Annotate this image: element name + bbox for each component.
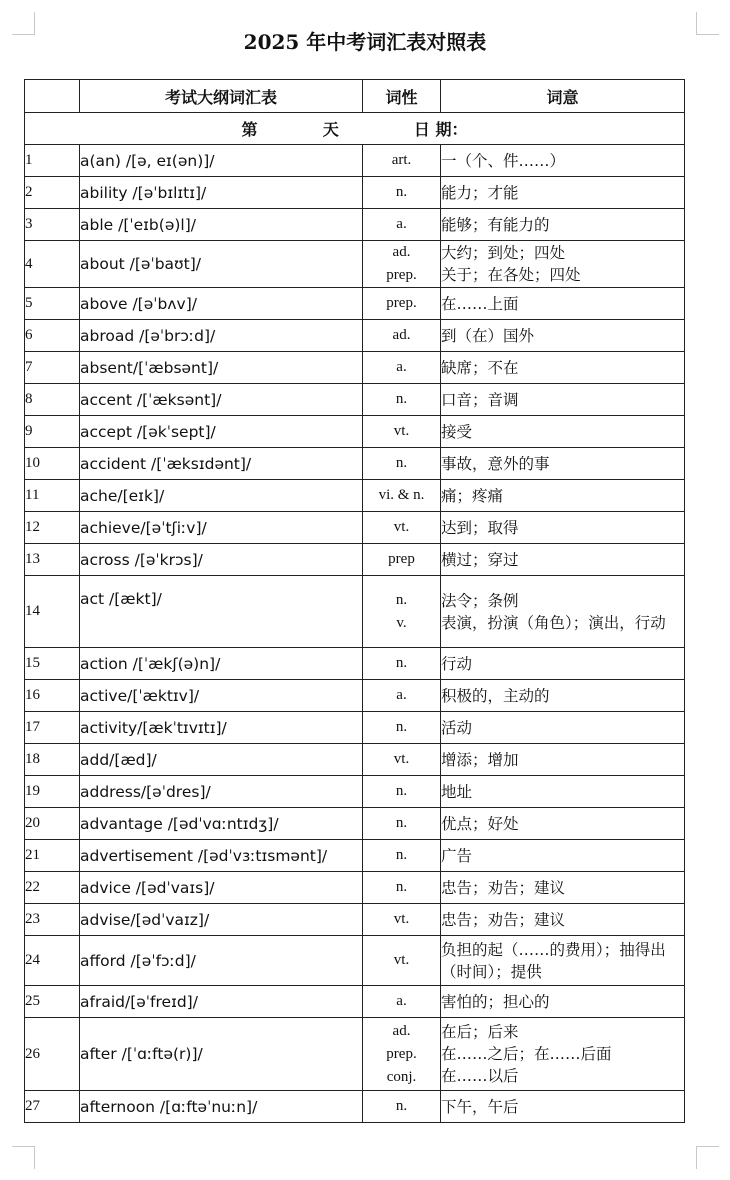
row-meaning bbox=[441, 872, 685, 904]
row-part-of-speech bbox=[363, 544, 441, 576]
meaning-line: 缺席；不在 bbox=[441, 358, 519, 377]
meaning-line: 害怕的；担心的 bbox=[441, 992, 550, 1011]
row-word: activity/[ækˈtɪvɪtɪ]/ bbox=[80, 712, 363, 744]
row-part-of-speech bbox=[363, 904, 441, 936]
row-meaning bbox=[441, 145, 685, 177]
meaning-line: 关于；在各处；四处 bbox=[441, 266, 581, 284]
row-part-of-speech bbox=[363, 209, 441, 241]
row-number: 14 bbox=[25, 576, 80, 648]
row-number: 22 bbox=[25, 872, 80, 904]
table-row bbox=[25, 712, 685, 744]
meaning-line: 负担的起（……的费用）；抽得出（时间）；提供 bbox=[441, 940, 666, 981]
pos-line: vt. bbox=[393, 911, 410, 927]
row-word: accent /[ˈæksənt]/ bbox=[80, 384, 363, 416]
table-row bbox=[25, 209, 685, 241]
row-number: 21 bbox=[25, 840, 80, 872]
table-header-row bbox=[25, 80, 685, 113]
pos-line: n. bbox=[395, 879, 408, 895]
pos-line: n. bbox=[395, 815, 408, 831]
row-number: 18 bbox=[25, 744, 80, 776]
pos-line: vt. bbox=[393, 519, 410, 535]
table-row bbox=[25, 904, 685, 936]
row-part-of-speech bbox=[363, 986, 441, 1018]
meaning-line: 活动 bbox=[441, 718, 473, 737]
meaning-line: 在……以后 bbox=[441, 1067, 519, 1085]
row-number: 9 bbox=[25, 416, 80, 448]
row-number: 5 bbox=[25, 288, 80, 320]
pos-line: n. bbox=[395, 783, 408, 799]
row-number: 15 bbox=[25, 648, 80, 680]
pos-line: n. bbox=[395, 591, 408, 608]
row-part-of-speech bbox=[363, 480, 441, 512]
row-word: add/[æd]/ bbox=[80, 744, 363, 776]
row-word: address/[əˈdres]/ bbox=[80, 776, 363, 808]
row-word: ache/[eɪk]/ bbox=[80, 480, 363, 512]
row-number: 13 bbox=[25, 544, 80, 576]
header-part-of-speech: 词性 bbox=[363, 80, 441, 113]
pos-line: a. bbox=[396, 993, 407, 1009]
row-meaning bbox=[441, 384, 685, 416]
pos-line: n. bbox=[395, 455, 408, 471]
row-number: 10 bbox=[25, 448, 80, 480]
pos-line: ad. bbox=[392, 327, 411, 343]
meaning-line: 地址 bbox=[441, 782, 473, 801]
row-part-of-speech bbox=[363, 840, 441, 872]
meaning-line: 能够；有能力的 bbox=[441, 215, 550, 234]
row-part-of-speech bbox=[363, 145, 441, 177]
row-number: 23 bbox=[25, 904, 80, 936]
row-part-of-speech bbox=[363, 241, 441, 288]
date-label: 日 期： bbox=[413, 120, 468, 139]
row-meaning bbox=[441, 177, 685, 209]
meaning-line: 到（在）国外 bbox=[441, 326, 535, 345]
row-word: absent/[ˈæbsənt]/ bbox=[80, 352, 363, 384]
row-word: advise/[ədˈvaɪz]/ bbox=[80, 904, 363, 936]
row-word: ability /[əˈbɪlɪtɪ]/ bbox=[80, 177, 363, 209]
table-row bbox=[25, 512, 685, 544]
row-meaning bbox=[441, 320, 685, 352]
row-part-of-speech bbox=[363, 1091, 441, 1123]
day-label-di: 第 bbox=[241, 120, 258, 139]
row-word: abroad /[əˈbrɔːd]/ bbox=[80, 320, 363, 352]
meaning-line: 积极的，主动的 bbox=[441, 686, 550, 705]
meaning-line: 在……之后；在……后面 bbox=[441, 1045, 612, 1063]
row-part-of-speech bbox=[363, 177, 441, 209]
row-word: advantage /[ədˈvɑːntɪdʒ]/ bbox=[80, 808, 363, 840]
meaning-line: 优点；好处 bbox=[441, 814, 519, 833]
pos-line: conj. bbox=[386, 1068, 417, 1085]
meaning-line: 忠告；劝告；建议 bbox=[441, 878, 566, 897]
row-word: action /[ˈækʃ(ə)n]/ bbox=[80, 648, 363, 680]
pos-line: prep bbox=[388, 551, 415, 567]
row-meaning bbox=[441, 1018, 685, 1091]
day-label-tian: 天 bbox=[322, 120, 339, 139]
row-word: afternoon /[ɑːftəˈnuːn]/ bbox=[80, 1091, 363, 1123]
pos-line: ad. bbox=[392, 1022, 411, 1039]
row-number: 7 bbox=[25, 352, 80, 384]
table-row bbox=[25, 680, 685, 712]
row-word: a(an) /[ə, eɪ(ən)]/ bbox=[80, 145, 363, 177]
meaning-line: 行动 bbox=[441, 654, 473, 673]
table-row bbox=[25, 448, 685, 480]
pos-line: art. bbox=[391, 152, 412, 168]
row-word: active/[ˈæktɪv]/ bbox=[80, 680, 363, 712]
pos-line: vi. & n. bbox=[378, 487, 425, 503]
row-meaning bbox=[441, 986, 685, 1018]
row-part-of-speech bbox=[363, 648, 441, 680]
table-row bbox=[25, 872, 685, 904]
row-number: 17 bbox=[25, 712, 80, 744]
meaning-line: 忠告；劝告；建议 bbox=[441, 910, 566, 929]
row-meaning bbox=[441, 904, 685, 936]
row-number: 25 bbox=[25, 986, 80, 1018]
table-row bbox=[25, 776, 685, 808]
header-meaning: 词意 bbox=[441, 80, 685, 113]
meaning-line: 表演，扮演（角色）；演出，行动 bbox=[441, 613, 666, 632]
row-word: afraid/[əˈfreɪd]/ bbox=[80, 986, 363, 1018]
table-row bbox=[25, 744, 685, 776]
page-corner-mark-bottom-left bbox=[12, 1146, 35, 1169]
pos-line: n. bbox=[395, 655, 408, 671]
row-part-of-speech bbox=[363, 1018, 441, 1091]
row-number: 11 bbox=[25, 480, 80, 512]
pos-line: prep. bbox=[386, 1045, 417, 1062]
row-part-of-speech bbox=[363, 416, 441, 448]
row-part-of-speech bbox=[363, 936, 441, 986]
meaning-line: 在后；后来 bbox=[441, 1023, 519, 1041]
row-word: above /[əˈbʌv]/ bbox=[80, 288, 363, 320]
row-number: 12 bbox=[25, 512, 80, 544]
row-word: achieve/[əˈtʃiːv]/ bbox=[80, 512, 363, 544]
row-part-of-speech bbox=[363, 352, 441, 384]
row-meaning bbox=[441, 840, 685, 872]
row-part-of-speech bbox=[363, 384, 441, 416]
row-part-of-speech bbox=[363, 872, 441, 904]
row-part-of-speech bbox=[363, 744, 441, 776]
row-meaning bbox=[441, 512, 685, 544]
row-number: 27 bbox=[25, 1091, 80, 1123]
row-number: 26 bbox=[25, 1018, 80, 1091]
row-meaning bbox=[441, 544, 685, 576]
table-row bbox=[25, 808, 685, 840]
table-row bbox=[25, 1018, 685, 1091]
row-meaning bbox=[441, 416, 685, 448]
pos-line: ad. bbox=[392, 244, 411, 260]
row-part-of-speech bbox=[363, 576, 441, 648]
pos-line: n. bbox=[395, 391, 408, 407]
table-row bbox=[25, 320, 685, 352]
table-row bbox=[25, 288, 685, 320]
row-number: 19 bbox=[25, 776, 80, 808]
table-row bbox=[25, 648, 685, 680]
row-word: across /[əˈkrɔs]/ bbox=[80, 544, 363, 576]
meaning-line: 接受 bbox=[441, 422, 473, 441]
row-part-of-speech bbox=[363, 712, 441, 744]
header-word: 考试大纲词汇表 bbox=[80, 80, 363, 113]
meaning-line: 痛；疼痛 bbox=[441, 486, 504, 505]
meaning-line: 大约；到处；四处 bbox=[441, 244, 566, 262]
pos-line: v. bbox=[396, 614, 407, 631]
day-date-row bbox=[25, 113, 685, 145]
meaning-line: 口音；音调 bbox=[441, 390, 519, 409]
row-part-of-speech bbox=[363, 448, 441, 480]
row-meaning bbox=[441, 352, 685, 384]
table-row bbox=[25, 177, 685, 209]
table-row bbox=[25, 145, 685, 177]
row-meaning bbox=[441, 1091, 685, 1123]
row-meaning bbox=[441, 241, 685, 288]
row-number: 16 bbox=[25, 680, 80, 712]
meaning-line: 达到；取得 bbox=[441, 518, 519, 537]
row-meaning bbox=[441, 288, 685, 320]
row-part-of-speech bbox=[363, 776, 441, 808]
row-meaning bbox=[441, 648, 685, 680]
row-number: 4 bbox=[25, 241, 80, 288]
table-row bbox=[25, 544, 685, 576]
row-meaning bbox=[441, 936, 685, 986]
row-word: act /[ækt]/ bbox=[80, 576, 363, 648]
row-meaning bbox=[441, 744, 685, 776]
row-word: after /[ˈɑːftə(r)]/ bbox=[80, 1018, 363, 1091]
meaning-line: 一（个、件……） bbox=[441, 151, 566, 170]
header-number bbox=[25, 80, 80, 113]
row-part-of-speech bbox=[363, 512, 441, 544]
vocabulary-table bbox=[24, 79, 685, 1123]
row-number: 6 bbox=[25, 320, 80, 352]
pos-line: vt. bbox=[393, 751, 410, 767]
row-number: 3 bbox=[25, 209, 80, 241]
page-corner-mark-bottom-right bbox=[696, 1146, 719, 1169]
row-meaning bbox=[441, 712, 685, 744]
pos-line: n. bbox=[395, 1098, 408, 1114]
row-meaning bbox=[441, 480, 685, 512]
row-word: about /[əˈbaʊt]/ bbox=[80, 241, 363, 288]
meaning-line: 横过；穿过 bbox=[441, 550, 519, 569]
table-row bbox=[25, 986, 685, 1018]
row-part-of-speech bbox=[363, 680, 441, 712]
meaning-line: 下午，午后 bbox=[441, 1097, 519, 1116]
pos-line: a. bbox=[396, 687, 407, 703]
table-row bbox=[25, 1091, 685, 1123]
row-part-of-speech bbox=[363, 320, 441, 352]
row-number: 8 bbox=[25, 384, 80, 416]
row-word: advice /[ədˈvaɪs]/ bbox=[80, 872, 363, 904]
pos-line: prep. bbox=[386, 267, 417, 283]
row-word: afford /[əˈfɔːd]/ bbox=[80, 936, 363, 986]
row-meaning bbox=[441, 448, 685, 480]
table-row bbox=[25, 352, 685, 384]
table-row bbox=[25, 416, 685, 448]
row-meaning bbox=[441, 776, 685, 808]
row-word: advertisement /[ədˈvɜːtɪsmənt]/ bbox=[80, 840, 363, 872]
row-word: accept /[əkˈsept]/ bbox=[80, 416, 363, 448]
row-meaning bbox=[441, 576, 685, 648]
table-row bbox=[25, 576, 685, 648]
pos-line: a. bbox=[396, 216, 407, 232]
table-row bbox=[25, 384, 685, 416]
pos-line: n. bbox=[395, 847, 408, 863]
table-row bbox=[25, 241, 685, 288]
day-date-cell bbox=[25, 113, 685, 145]
row-part-of-speech bbox=[363, 808, 441, 840]
row-number: 20 bbox=[25, 808, 80, 840]
meaning-line: 在……上面 bbox=[441, 294, 519, 313]
row-meaning bbox=[441, 680, 685, 712]
row-word: able /[ˈeɪb(ə)l]/ bbox=[80, 209, 363, 241]
meaning-line: 增添；增加 bbox=[441, 750, 519, 769]
row-part-of-speech bbox=[363, 288, 441, 320]
meaning-line: 能力；才能 bbox=[441, 183, 519, 202]
row-word: accident /[ˈæksɪdənt]/ bbox=[80, 448, 363, 480]
pos-line: vt. bbox=[393, 952, 410, 968]
meaning-line: 法令；条例 bbox=[441, 591, 519, 610]
pos-line: prep. bbox=[386, 295, 417, 311]
row-number: 2 bbox=[25, 177, 80, 209]
meaning-line: 事故，意外的事 bbox=[441, 454, 550, 473]
row-number: 24 bbox=[25, 936, 80, 986]
row-meaning bbox=[441, 209, 685, 241]
row-number: 1 bbox=[25, 145, 80, 177]
pos-line: n. bbox=[395, 719, 408, 735]
pos-line: n. bbox=[395, 184, 408, 200]
table-row bbox=[25, 840, 685, 872]
table-row bbox=[25, 480, 685, 512]
row-meaning bbox=[441, 808, 685, 840]
pos-line: a. bbox=[396, 359, 407, 375]
table-row bbox=[25, 936, 685, 986]
document-title: 2025 年中考词汇表对照表 bbox=[243, 30, 487, 54]
meaning-line: 广告 bbox=[441, 846, 473, 865]
pos-line: vt. bbox=[393, 423, 410, 439]
